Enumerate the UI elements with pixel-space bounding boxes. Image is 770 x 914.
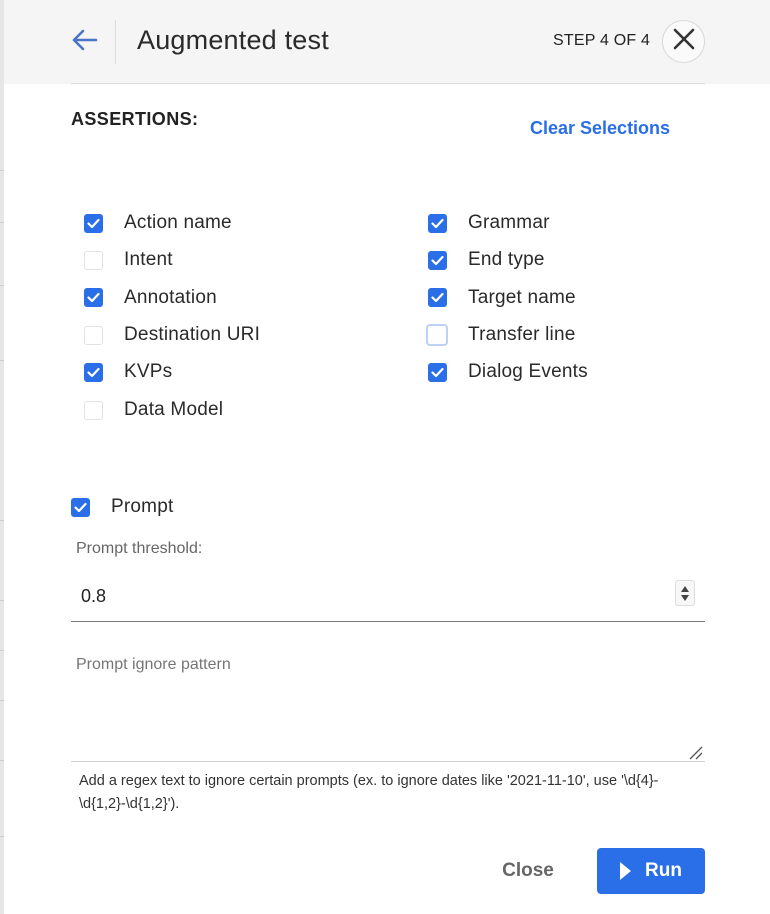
- check-icon: [87, 292, 100, 303]
- check-icon: [87, 367, 100, 378]
- check-icon: [74, 502, 87, 513]
- header-vertical-divider: [115, 20, 116, 64]
- stepper-up-icon[interactable]: [681, 586, 689, 592]
- checkbox-label-action-name: Action name: [124, 212, 232, 233]
- header-divider: [71, 83, 705, 84]
- checkbox-label-intent: Intent: [124, 249, 173, 270]
- background-panel-edge: [0, 0, 4, 914]
- checkbox-target-name[interactable]: [428, 288, 447, 307]
- check-icon: [431, 255, 444, 266]
- checkbox-label-end-type: End type: [468, 249, 545, 270]
- checkbox-label-dialog-events: Dialog Events: [468, 361, 588, 382]
- run-button[interactable]: [597, 848, 705, 894]
- close-icon: [673, 28, 695, 55]
- checkbox-label-grammar: Grammar: [468, 212, 550, 233]
- check-icon: [431, 367, 444, 378]
- checkbox-dialog-events[interactable]: [428, 363, 447, 382]
- close-dialog-button[interactable]: [662, 20, 705, 63]
- dialog-title: Augmented test: [137, 25, 329, 55]
- play-icon: [620, 862, 631, 880]
- checkbox-grammar[interactable]: [428, 214, 447, 233]
- checkbox-label-target-name: Target name: [468, 287, 576, 308]
- run-button-label: Run: [645, 860, 682, 881]
- checkbox-label-kvps: KVPs: [124, 361, 173, 382]
- clear-selections-link[interactable]: Clear Selections: [530, 118, 671, 138]
- check-icon: [87, 218, 100, 229]
- close-button[interactable]: Close: [502, 860, 554, 881]
- checkbox-kvps[interactable]: [84, 363, 103, 382]
- checkbox-data-model[interactable]: [84, 401, 103, 420]
- checkbox-label-prompt: Prompt: [111, 496, 174, 517]
- threshold-stepper[interactable]: [675, 580, 695, 606]
- resize-handle-icon[interactable]: [687, 744, 703, 760]
- checkbox-action-name[interactable]: [84, 214, 103, 233]
- check-icon: [431, 218, 444, 229]
- assertions-heading: ASSERTIONS:: [71, 109, 199, 129]
- checkbox-intent[interactable]: [84, 251, 103, 270]
- back-button[interactable]: [66, 24, 102, 60]
- checkbox-label-destination-uri: Destination URI: [124, 324, 261, 345]
- checkbox-label-transfer-line: Transfer line: [468, 324, 576, 345]
- arrow-left-icon: [70, 28, 98, 57]
- stepper-down-icon[interactable]: [681, 595, 689, 601]
- checkbox-annotation[interactable]: [84, 288, 103, 307]
- checkbox-prompt[interactable]: [71, 498, 90, 517]
- dialog-header: [4, 0, 770, 84]
- check-icon: [431, 292, 444, 303]
- checkbox-transfer-line[interactable]: [426, 324, 448, 346]
- step-indicator: STEP 4 OF 4: [553, 32, 651, 49]
- prompt-ignore-pattern-field[interactable]: [71, 648, 705, 762]
- prompt-threshold-label: Prompt threshold:: [76, 540, 203, 557]
- prompt-threshold-input[interactable]: [71, 572, 705, 622]
- prompt-ignore-helper-text: Add a regex text to ignore certain prompts (ex. to ignore dates like '2021-11-10', use '\d{4}-\d{1,2}-\d{1,2}').: [79, 773, 659, 812]
- checkbox-destination-uri[interactable]: [84, 326, 103, 345]
- checkbox-end-type[interactable]: [428, 251, 447, 270]
- checkbox-label-annotation: Annotation: [124, 287, 217, 308]
- checkbox-label-data-model: Data Model: [124, 399, 224, 420]
